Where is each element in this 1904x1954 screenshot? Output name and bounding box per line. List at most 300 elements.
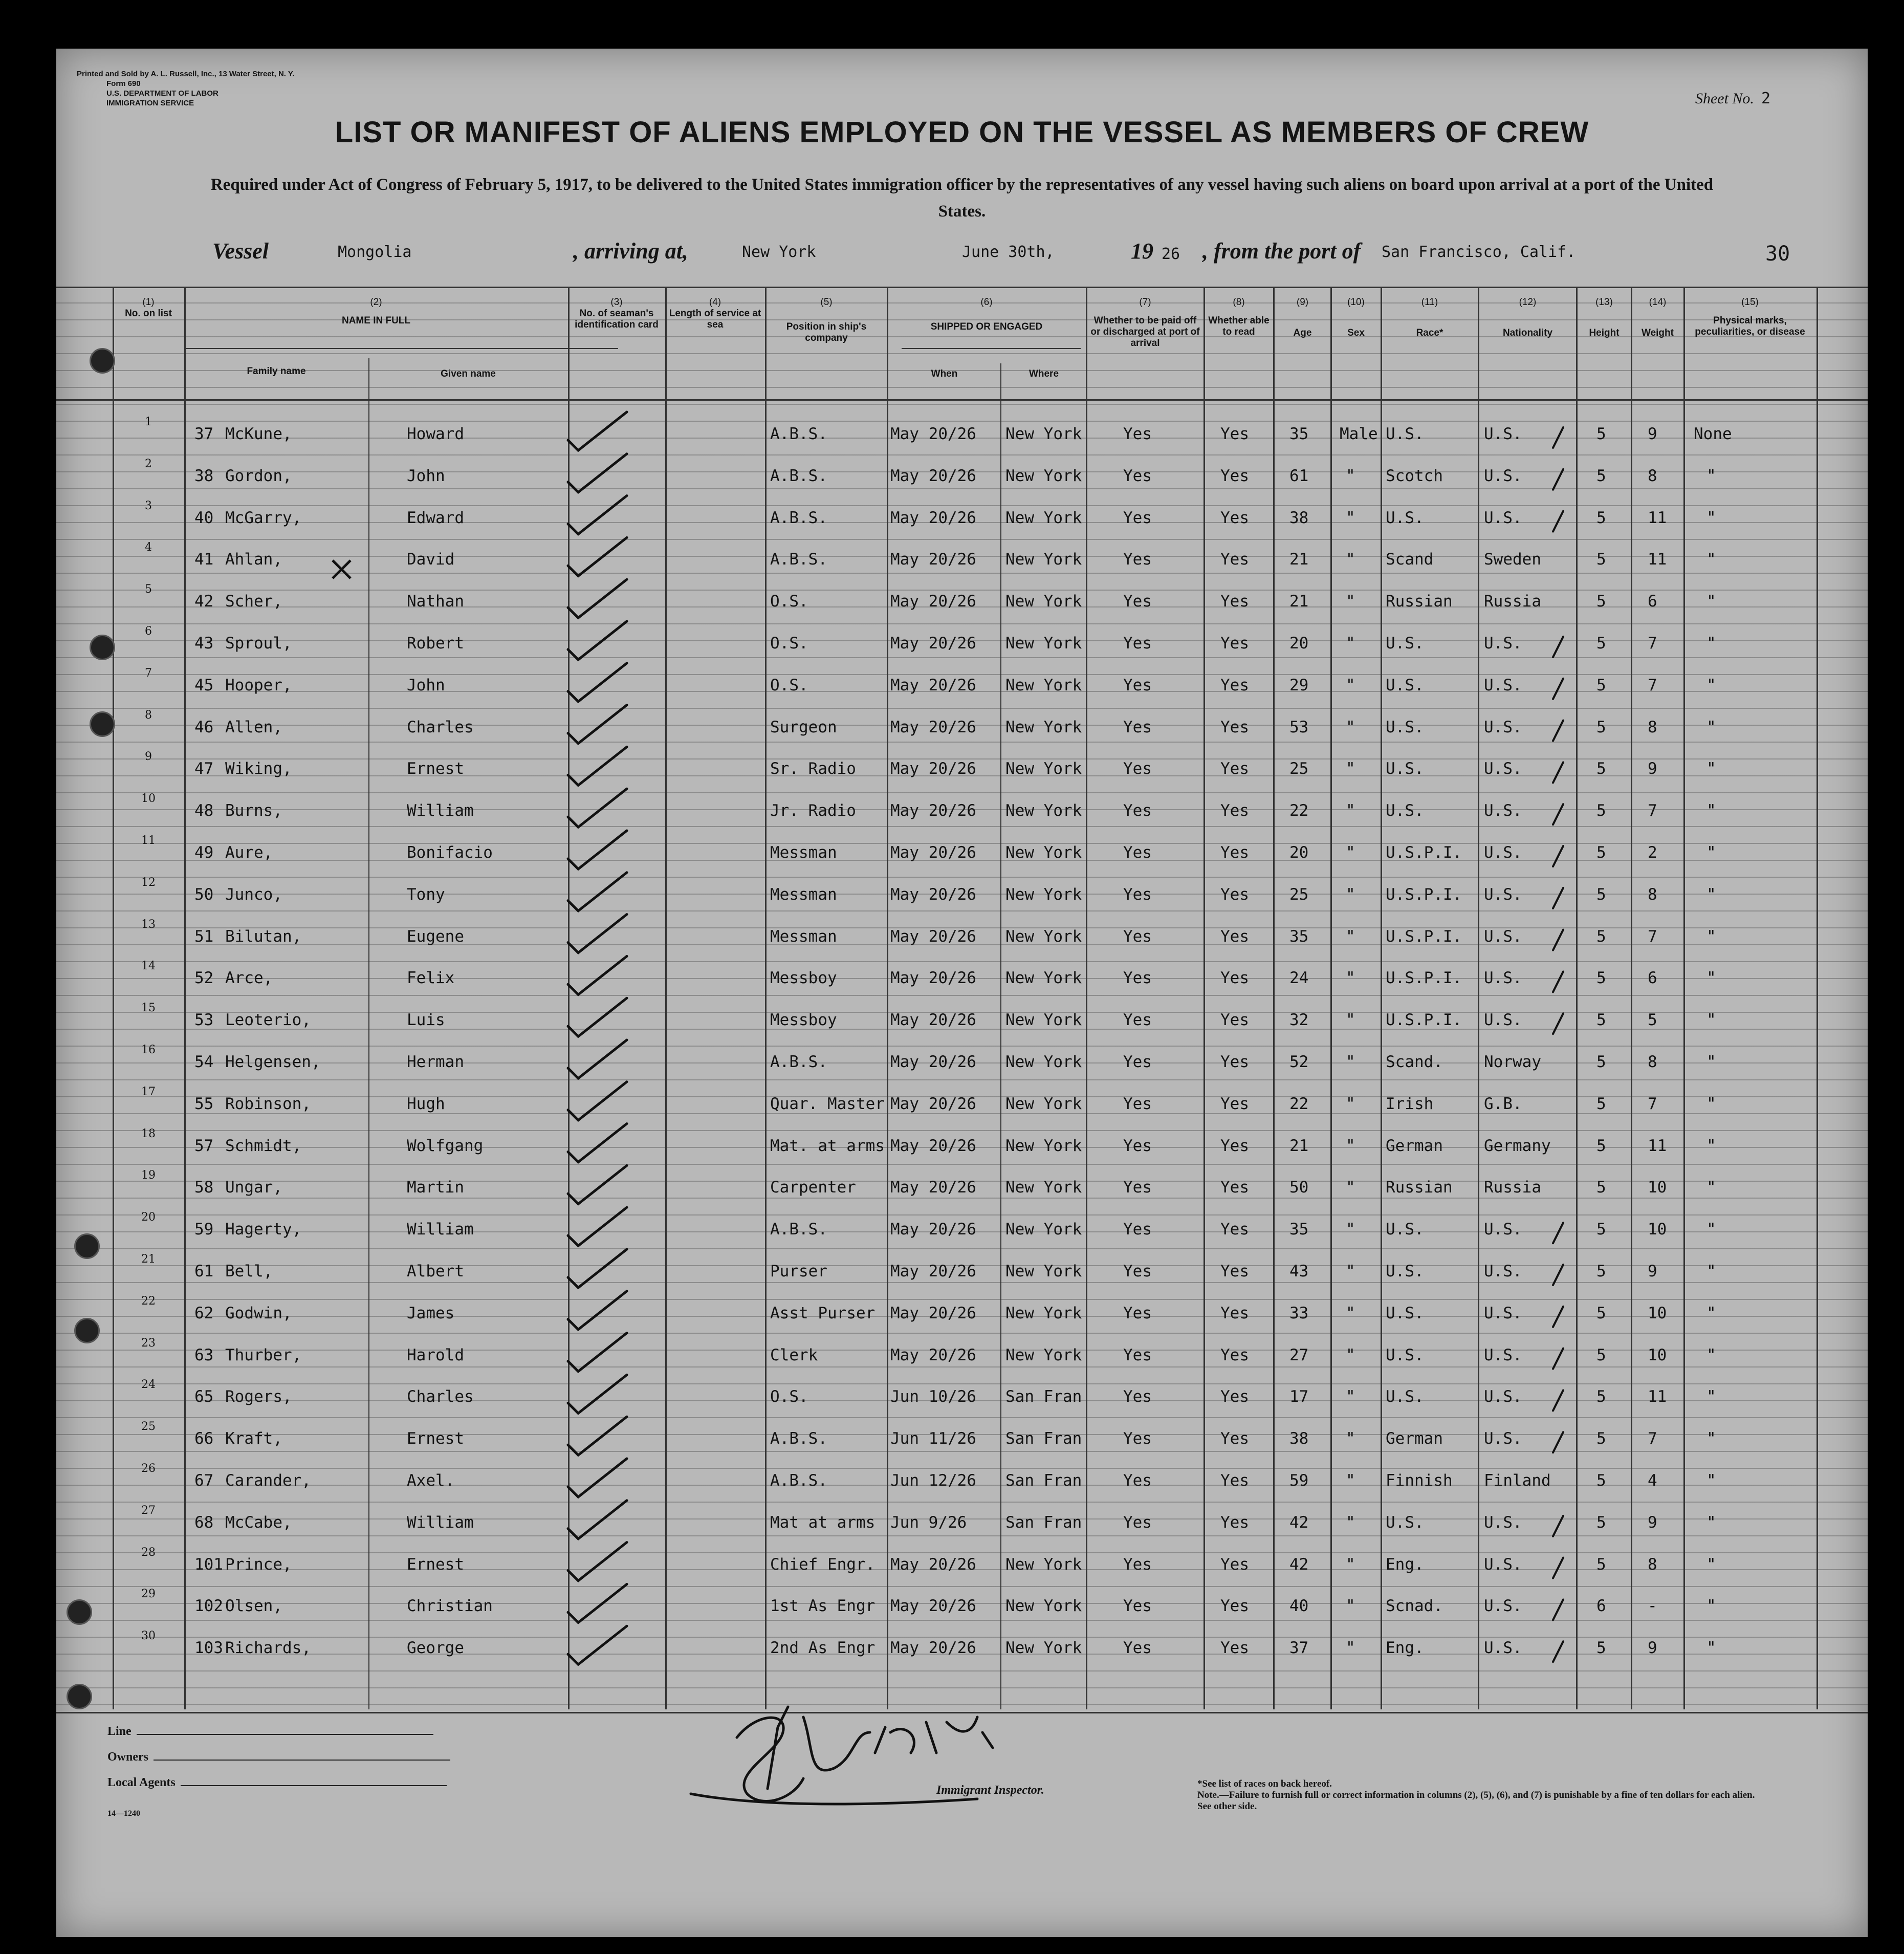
cell-read: Yes	[1220, 676, 1249, 694]
cell-sex: "	[1346, 1053, 1355, 1071]
cell-h: 5	[1596, 718, 1606, 736]
cell-when: May 20/26	[890, 885, 976, 904]
cell-when: May 20/26	[890, 801, 976, 820]
tick-icon	[1553, 971, 1563, 992]
cell-id: 40	[194, 508, 214, 527]
cell-where: New York	[1005, 1597, 1082, 1616]
cell-family: Hagerty,	[225, 1220, 302, 1239]
checkmark-icon	[568, 1501, 627, 1539]
cell-where: San Fran	[1005, 1429, 1082, 1448]
cell-given: James	[407, 1304, 455, 1322]
cell-family: Arce,	[225, 969, 273, 988]
col-header-able-to-read: Whether able to read	[1208, 315, 1270, 337]
cell-marks: "	[1706, 927, 1716, 946]
cell-h: 5	[1596, 1513, 1606, 1532]
cell-marks: "	[1706, 1304, 1716, 1322]
arrival-date: June 30th,	[962, 243, 1055, 261]
cell-id: 67	[194, 1471, 214, 1490]
checkmark-icon	[568, 915, 627, 953]
cell-when: May 20/26	[890, 1011, 976, 1030]
cell-nat: U.S.	[1484, 676, 1522, 694]
cell-paid: Yes	[1123, 1220, 1152, 1239]
cell-given: Howard	[407, 425, 464, 443]
cell-family: Prince,	[225, 1555, 292, 1574]
tick-icon	[1553, 427, 1563, 448]
cell-sex: "	[1346, 1555, 1355, 1574]
cell-when: May 20/26	[890, 1136, 976, 1155]
cell-paid: Yes	[1123, 759, 1152, 778]
cell-where: New York	[1005, 634, 1082, 653]
cell-age: 59	[1289, 1471, 1309, 1490]
vessel-name: Mongolia	[338, 243, 412, 261]
cell-paid: Yes	[1123, 1513, 1152, 1532]
binder-hole-icon	[90, 711, 115, 737]
cell-race: Russian	[1386, 592, 1453, 611]
tick-icon	[1553, 1599, 1563, 1620]
cell-family: Schmidt,	[225, 1136, 302, 1155]
cell-when: May 20/26	[890, 1178, 976, 1197]
tick-icon	[1553, 511, 1563, 532]
cell-w: 8	[1648, 1053, 1657, 1071]
cell-nat: U.S.	[1484, 801, 1522, 820]
form-number: Form 690	[106, 79, 141, 88]
cell-marks: "	[1706, 1011, 1716, 1030]
col7-number: (7)	[1139, 297, 1151, 308]
cell-h: 5	[1596, 1639, 1606, 1658]
cell-w: 9	[1648, 425, 1657, 443]
agents-underline	[181, 1785, 447, 1786]
cell-age: 35	[1289, 425, 1309, 443]
cell-race: U.S.	[1386, 425, 1424, 443]
cell-id: 49	[194, 843, 214, 862]
cell-sex: "	[1346, 1639, 1355, 1658]
cell-h: 5	[1596, 466, 1606, 485]
cell-marks: None	[1694, 425, 1732, 443]
cell-when: May 20/26	[890, 1220, 976, 1239]
cell-id: 103	[194, 1639, 223, 1658]
cell-sex: "	[1346, 1011, 1355, 1030]
cell-family: Thurber,	[225, 1345, 302, 1364]
col13-number: (13)	[1595, 297, 1613, 308]
cell-family: Burns,	[225, 801, 282, 820]
cell-position: 1st As Engr	[770, 1597, 876, 1616]
row-line-number: 9	[145, 750, 152, 764]
cell-where: New York	[1005, 425, 1082, 443]
checkmark-icon	[568, 1417, 627, 1455]
cell-age: 21	[1289, 592, 1309, 611]
cell-w: 7	[1648, 927, 1657, 946]
cell-where: New York	[1005, 1304, 1082, 1322]
checkmark-icon	[568, 873, 627, 911]
sheet-label: Sheet No.	[1695, 90, 1754, 107]
cell-sex: "	[1346, 592, 1355, 611]
cell-marks: "	[1706, 1639, 1716, 1658]
col9-number: (9)	[1296, 297, 1309, 308]
cell-id: 50	[194, 885, 214, 904]
cell-id: 68	[194, 1513, 214, 1532]
checkmark-icon	[568, 412, 627, 450]
cell-w: 6	[1648, 592, 1657, 611]
cell-id: 57	[194, 1136, 214, 1155]
cell-age: 21	[1289, 1136, 1309, 1155]
col-header-position: Position in ship's company	[786, 321, 867, 343]
cell-read: Yes	[1220, 1262, 1249, 1280]
cell-where: New York	[1005, 1094, 1082, 1113]
checkmark-icon	[568, 956, 627, 994]
cell-w: 9	[1648, 1513, 1657, 1532]
tick-icon	[1553, 1307, 1563, 1327]
cell-paid: Yes	[1123, 466, 1152, 485]
cell-age: 53	[1289, 718, 1309, 736]
cell-nat: Norway	[1484, 1053, 1541, 1071]
footer-owners	[107, 1750, 450, 1764]
cell-paid: Yes	[1123, 1262, 1152, 1280]
cell-nat: U.S.	[1484, 1304, 1522, 1322]
tick-icon	[1553, 1013, 1563, 1034]
row-line-number: 15	[141, 1002, 156, 1015]
cell-age: 42	[1289, 1513, 1309, 1532]
cell-position: Mat at arms	[770, 1513, 876, 1532]
cell-sex: "	[1346, 1429, 1355, 1448]
footer-agents	[107, 1776, 447, 1790]
cell-given: Bonifacio	[407, 843, 493, 862]
row-line-number: 23	[141, 1336, 156, 1350]
row-line-number: 5	[145, 583, 152, 596]
cell-nat: U.S.	[1484, 969, 1522, 988]
cell-paid: Yes	[1123, 550, 1152, 569]
cell-nat: Russia	[1484, 592, 1541, 611]
cell-given: Robert	[407, 634, 464, 653]
race-note: *See list of races on back hereof.	[1197, 1778, 1332, 1789]
cell-given: Edward	[407, 508, 464, 527]
cell-read: Yes	[1220, 466, 1249, 485]
col2-number: (2)	[370, 297, 382, 308]
row-line-number: 13	[141, 918, 156, 931]
cell-w: 7	[1648, 801, 1657, 820]
cell-h: 5	[1596, 1471, 1606, 1490]
cell-sex: "	[1346, 718, 1355, 736]
cell-race: Scand	[1386, 550, 1434, 569]
cell-marks: "	[1706, 676, 1716, 694]
cell-when: Jun 9/26	[890, 1513, 967, 1532]
cell-race: U.S.	[1386, 634, 1424, 653]
cell-when: May 20/26	[890, 550, 976, 569]
cell-read: Yes	[1220, 592, 1249, 611]
cell-marks: "	[1706, 592, 1716, 611]
checkmark-icon	[568, 1040, 627, 1078]
cell-id: 53	[194, 1011, 214, 1030]
cell-position: Quar. Master	[770, 1094, 885, 1113]
cell-marks: "	[1706, 466, 1716, 485]
col14-number: (14)	[1649, 297, 1667, 308]
cell-read: Yes	[1220, 1471, 1249, 1490]
cell-position: Mat. at arms	[770, 1136, 885, 1155]
cell-h: 5	[1596, 634, 1606, 653]
cell-id: 38	[194, 466, 214, 485]
cell-nat: U.S.	[1484, 1639, 1522, 1658]
cell-when: May 20/26	[890, 1262, 976, 1280]
cell-w: 7	[1648, 1429, 1657, 1448]
col-header-paid-off: Whether to be paid off or discharged at port of arrival	[1090, 315, 1200, 349]
cell-w: 9	[1648, 759, 1657, 778]
cell-w: 4	[1648, 1471, 1657, 1490]
cell-family: Robinson,	[225, 1094, 311, 1113]
binder-hole-icon	[90, 348, 115, 374]
cell-position: Clerk	[770, 1345, 818, 1364]
cell-read: Yes	[1220, 425, 1249, 443]
tick-icon	[1553, 762, 1563, 783]
cell-where: San Fran	[1005, 1513, 1082, 1532]
row-line-number: 3	[145, 499, 152, 512]
row-line-number: 25	[141, 1420, 156, 1434]
service-name: IMMIGRATION SERVICE	[106, 99, 194, 107]
cell-given: Nathan	[407, 592, 464, 611]
page-title: LIST OR MANIFEST OF ALIENS EMPLOYED ON THE VESSEL AS MEMBERS OF CREW	[335, 116, 1589, 149]
cell-race: German	[1386, 1136, 1443, 1155]
binder-hole-icon	[74, 1233, 100, 1259]
cell-age: 22	[1289, 801, 1309, 820]
cell-family: Godwin,	[225, 1304, 292, 1322]
cell-race: U.S.	[1386, 801, 1424, 820]
col6-number: (6)	[980, 297, 993, 308]
cell-age: 61	[1289, 466, 1309, 485]
cell-age: 35	[1289, 927, 1309, 946]
col-header-length-of-service: Length of service at sea	[669, 308, 761, 330]
cell-read: Yes	[1220, 1053, 1249, 1071]
cell-when: May 20/26	[890, 634, 976, 653]
year-prefix: 19	[1131, 238, 1153, 264]
annotation-layer	[56, 49, 1868, 1937]
crew-count: 30	[1765, 242, 1790, 266]
cell-position: Sr. Radio	[770, 759, 856, 778]
row-line-number: 22	[141, 1294, 156, 1308]
cell-paid: Yes	[1123, 1178, 1152, 1197]
inspector-label: Immigrant Inspector.	[936, 1784, 1044, 1797]
cell-w: 10	[1648, 1304, 1667, 1322]
cell-id: 58	[194, 1178, 214, 1197]
cell-age: 52	[1289, 1053, 1309, 1071]
col-header-given-name: Given name	[441, 368, 496, 379]
cell-h: 5	[1596, 550, 1606, 569]
col-header-age: Age	[1293, 328, 1312, 338]
cell-paid: Yes	[1123, 801, 1152, 820]
cell-race: U.S.	[1386, 1387, 1424, 1406]
cell-given: Charles	[407, 1387, 474, 1406]
cell-race: U.S.	[1386, 759, 1424, 778]
cell-nat: U.S.	[1484, 843, 1522, 862]
cell-where: New York	[1005, 1345, 1082, 1364]
cell-when: May 20/26	[890, 1053, 976, 1071]
cell-position: Messman	[770, 885, 837, 904]
cell-w: 5	[1648, 1011, 1657, 1030]
cell-id: 47	[194, 759, 214, 778]
cell-given: Martin	[407, 1178, 464, 1197]
cell-age: 20	[1289, 843, 1309, 862]
cell-nat: G.B.	[1484, 1094, 1522, 1113]
cell-id: 54	[194, 1053, 214, 1071]
cell-family: Carander,	[225, 1471, 311, 1490]
cell-when: May 20/26	[890, 676, 976, 694]
cell-where: New York	[1005, 1053, 1082, 1071]
cell-position: Surgeon	[770, 718, 837, 736]
checkmark-icon	[568, 1249, 627, 1288]
cell-w: 7	[1648, 634, 1657, 653]
cell-id: 42	[194, 592, 214, 611]
row-line-number: 11	[141, 834, 156, 847]
cell-w: 8	[1648, 885, 1657, 904]
cell-marks: "	[1706, 1094, 1716, 1113]
cell-h: 5	[1596, 759, 1606, 778]
cell-where: New York	[1005, 1639, 1082, 1658]
cell-sex: "	[1346, 885, 1355, 904]
cell-when: May 20/26	[890, 1304, 976, 1322]
cell-given: John	[407, 466, 445, 485]
cell-age: 25	[1289, 759, 1309, 778]
owners-underline	[154, 1760, 450, 1761]
checkmark-icon	[568, 579, 627, 618]
cell-w: 7	[1648, 1094, 1657, 1113]
checkmark-icon	[568, 1584, 627, 1622]
cell-family: Ahlan,	[225, 550, 282, 569]
cell-nat: U.S.	[1484, 1555, 1522, 1574]
arriving-label: , arriving at,	[573, 238, 688, 264]
cell-family: Sproul,	[225, 634, 292, 653]
cell-paid: Yes	[1123, 927, 1152, 946]
cell-position: O.S.	[770, 1387, 808, 1406]
cell-paid: Yes	[1123, 1639, 1152, 1658]
cell-h: 5	[1596, 843, 1606, 862]
cell-age: 35	[1289, 1220, 1309, 1239]
col-header-physical-marks: Physical marks, peculiarities, or disease	[1695, 315, 1805, 337]
cell-read: Yes	[1220, 801, 1249, 820]
cell-paid: Yes	[1123, 1053, 1152, 1071]
cell-family: Wiking,	[225, 759, 292, 778]
cell-sex: "	[1346, 1471, 1355, 1490]
cell-age: 20	[1289, 634, 1309, 653]
row-line-number: 26	[141, 1462, 156, 1475]
cell-when: May 20/26	[890, 843, 976, 862]
checkmark-icon	[568, 1124, 627, 1162]
cell-age: 22	[1289, 1094, 1309, 1113]
cell-paid: Yes	[1123, 592, 1152, 611]
cell-marks: "	[1706, 1262, 1716, 1280]
cell-read: Yes	[1220, 1555, 1249, 1574]
cell-where: San Fran	[1005, 1387, 1082, 1406]
cell-h: 5	[1596, 1220, 1606, 1239]
cell-family: Allen,	[225, 718, 282, 736]
col-header-sex: Sex	[1347, 328, 1365, 338]
checkmark-icon	[568, 1459, 627, 1497]
cell-sex: "	[1346, 1597, 1355, 1616]
cell-marks: "	[1706, 1555, 1716, 1574]
col3-number: (3)	[610, 297, 623, 308]
cell-position: Messboy	[770, 969, 837, 988]
cell-h: 5	[1596, 1178, 1606, 1197]
cell-sex: "	[1346, 1178, 1355, 1197]
cell-where: New York	[1005, 927, 1082, 946]
checkmark-icons	[568, 412, 1563, 1664]
cell-age: 42	[1289, 1555, 1309, 1574]
cell-position: Messman	[770, 927, 837, 946]
cell-position: A.B.S.	[770, 1220, 827, 1239]
cell-marks: "	[1706, 1220, 1716, 1239]
cell-position: A.B.S.	[770, 1053, 827, 1071]
sheet-value: 2	[1761, 90, 1770, 107]
cell-where: New York	[1005, 676, 1082, 694]
cell-w: 8	[1648, 718, 1657, 736]
cell-id: 41	[194, 550, 214, 569]
cell-read: Yes	[1220, 927, 1249, 946]
cell-when: May 20/26	[890, 759, 976, 778]
cell-race: Scotch	[1386, 466, 1443, 485]
cell-sex: "	[1346, 759, 1355, 778]
cell-age: 38	[1289, 508, 1309, 527]
cell-nat: U.S.	[1484, 508, 1522, 527]
cell-marks: "	[1706, 1513, 1716, 1532]
cell-given: Albert	[407, 1262, 464, 1280]
cell-when: Jun 11/26	[890, 1429, 976, 1448]
cell-position: A.B.S.	[770, 550, 827, 569]
cell-race: Irish	[1386, 1094, 1434, 1113]
checkmark-icon	[568, 705, 627, 744]
cell-where: New York	[1005, 592, 1082, 611]
col-header-when: When	[931, 368, 958, 379]
cell-h: 5	[1596, 508, 1606, 527]
col-header-shipped: SHIPPED OR ENGAGED	[930, 321, 1043, 332]
row-line-number: 20	[141, 1211, 156, 1224]
cell-where: New York	[1005, 759, 1082, 778]
cell-race: U.S.P.I.	[1386, 1011, 1462, 1030]
cell-paid: Yes	[1123, 1011, 1152, 1030]
checkmark-icon	[568, 747, 627, 785]
cell-nat: U.S.	[1484, 1597, 1522, 1616]
cell-read: Yes	[1220, 1639, 1249, 1658]
cell-where: New York	[1005, 1262, 1082, 1280]
row-line-number: 7	[145, 666, 152, 680]
cell-sex: "	[1346, 1262, 1355, 1280]
cell-marks: "	[1706, 1053, 1716, 1071]
cell-position: Messman	[770, 843, 837, 862]
cell-read: Yes	[1220, 550, 1249, 569]
cell-read: Yes	[1220, 1178, 1249, 1197]
row-line-number: 24	[141, 1378, 156, 1392]
cell-id: 52	[194, 969, 214, 988]
cell-race: Scand.	[1386, 1053, 1443, 1071]
cell-race: Finnish	[1386, 1471, 1453, 1490]
cell-family: Junco,	[225, 885, 282, 904]
cell-family: Hooper,	[225, 676, 292, 694]
cell-h: 5	[1596, 1094, 1606, 1113]
cell-given: Hugh	[407, 1094, 445, 1113]
cell-sex: "	[1346, 801, 1355, 820]
checkmark-icon	[568, 1165, 627, 1204]
cell-given: Tony	[407, 885, 445, 904]
checkmark-icon	[568, 537, 627, 576]
cell-age: 40	[1289, 1597, 1309, 1616]
cell-where: San Fran	[1005, 1471, 1082, 1490]
cell-given: William	[407, 1513, 474, 1532]
cell-id: 45	[194, 676, 214, 694]
cell-read: Yes	[1220, 1136, 1249, 1155]
cell-nat: U.S.	[1484, 885, 1522, 904]
col5-number: (5)	[820, 297, 833, 308]
cell-where: New York	[1005, 550, 1082, 569]
cell-position: Messboy	[770, 1011, 837, 1030]
cell-family: McCabe,	[225, 1513, 292, 1532]
cell-race: U.S.	[1386, 718, 1424, 736]
cell-position: A.B.S.	[770, 1429, 827, 1448]
cell-nat: U.S.	[1484, 1262, 1522, 1280]
